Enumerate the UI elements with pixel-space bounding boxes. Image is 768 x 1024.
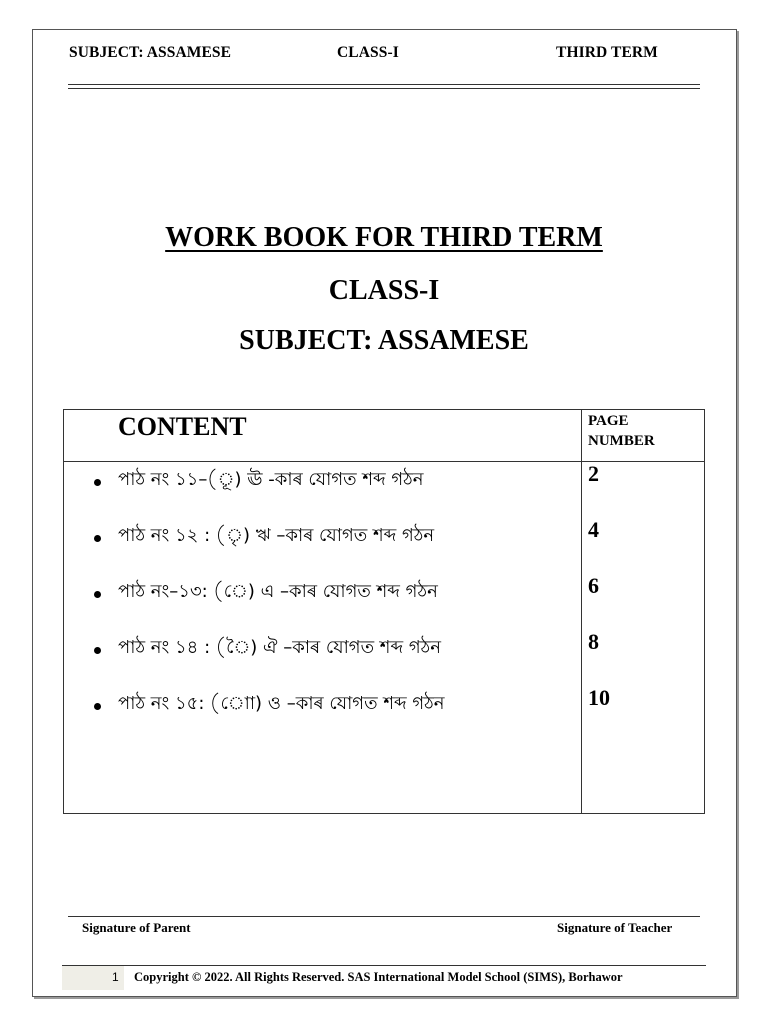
lesson-page-number: 2 <box>588 461 599 486</box>
title-subject: SUBJECT: ASSAMESE <box>239 325 529 356</box>
bullet-icon <box>94 647 101 654</box>
bullet-icon <box>94 535 101 542</box>
title-class: CLASS-I <box>328 275 440 306</box>
bullet-icon <box>94 479 101 486</box>
contents-table <box>63 409 705 814</box>
teacher-signature-label: Signature of Teacher <box>557 920 673 935</box>
header-term: THIRD TERM <box>556 44 658 61</box>
header-class: CLASS-I <box>337 44 399 61</box>
lesson-title: পাঠ নং–১৩: (ে) এ –কাৰ যোগত শব্দ গঠন <box>118 581 438 602</box>
header-subject: SUBJECT: ASSAMESE <box>69 44 232 61</box>
lesson-title: পাঠ নং ১২ : (ৃ) ঋ –কাৰ যোগত শব্দ গঠন <box>118 525 435 546</box>
footer-rule <box>62 965 706 966</box>
page-title: WORK BOOK FOR THIRD TERM <box>165 222 603 253</box>
content-column-header: CONTENT <box>118 412 247 441</box>
footer-copyright: Copyright © 2022. All Rights Reserved. SAS International Model School (SIMS), Borhawor <box>134 970 623 984</box>
lesson-page-number: 6 <box>588 573 599 598</box>
table-row <box>64 461 704 505</box>
footer-page-number: 1 <box>112 970 119 984</box>
lesson-page-number: 8 <box>588 629 599 654</box>
signature-rule <box>68 916 700 917</box>
bullet-icon <box>94 703 101 710</box>
table-header-divider <box>64 461 704 462</box>
lesson-title: পাঠ নং ১১–(ূ) ঊ -কাৰ যোগত শব্দ গঠন <box>118 469 424 490</box>
lesson-title: পাঠ নং ১৫: (োা) ও –কাৰ যোগত শব্দ গঠন <box>118 693 445 714</box>
table-row <box>64 517 704 561</box>
bullet-icon <box>94 591 101 598</box>
lesson-page-number: 10 <box>588 685 610 710</box>
table-row <box>64 629 704 673</box>
page-number-column-header: PAGE NUMBER <box>588 413 655 449</box>
lesson-page-number: 4 <box>588 517 599 542</box>
header-rule-secondary <box>68 88 700 89</box>
header-rule <box>68 84 700 85</box>
lesson-title: পাঠ নং ১৪ : (ৈ) ঐ –কাৰ যোগত শব্দ গঠন <box>118 637 441 658</box>
parent-signature-label: Signature of Parent <box>82 920 191 935</box>
table-row <box>64 573 704 617</box>
table-row <box>64 685 704 729</box>
